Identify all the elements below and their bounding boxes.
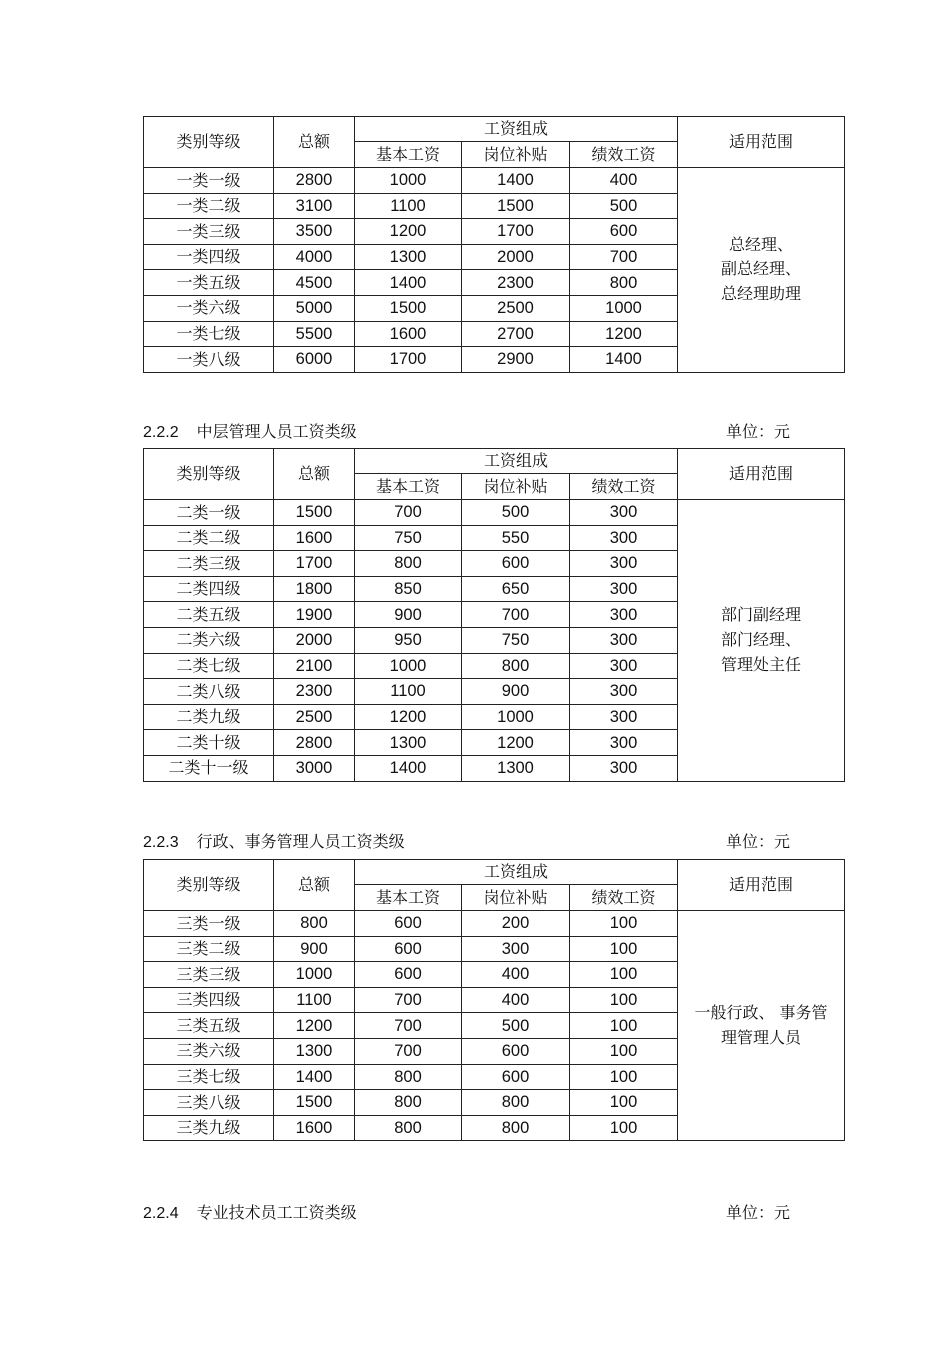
post-cell: 550	[462, 525, 570, 551]
scope-line: 总经理助理	[720, 284, 801, 304]
post-cell: 1000	[462, 704, 570, 730]
post-cell: 2300	[462, 270, 570, 296]
header-grade: 类别等级	[144, 449, 274, 500]
scope-cell	[678, 911, 845, 1141]
basic-cell: 700	[355, 1013, 462, 1039]
performance-cell: 800	[570, 270, 678, 296]
basic-cell: 750	[355, 525, 462, 551]
header-scope: 适用范围	[678, 117, 845, 168]
performance-cell: 1200	[570, 321, 678, 347]
performance-cell: 300	[570, 627, 678, 653]
total-cell: 2300	[274, 679, 355, 705]
performance-cell: 100	[570, 1013, 678, 1039]
performance-cell: 300	[570, 704, 678, 730]
performance-cell: 100	[570, 936, 678, 962]
performance-cell: 300	[570, 525, 678, 551]
performance-cell: 300	[570, 602, 678, 628]
grade-cell: 三类七级	[144, 1064, 274, 1090]
total-cell: 2500	[274, 704, 355, 730]
scope-line: 部门经理、	[720, 629, 801, 649]
table-row	[144, 911, 845, 937]
scope-line: 一般行政、 事务管	[694, 1002, 828, 1022]
total-cell: 1700	[274, 551, 355, 577]
basic-cell: 700	[355, 500, 462, 526]
header-scope: 适用范围	[678, 449, 845, 500]
total-cell: 1800	[274, 576, 355, 602]
performance-cell: 600	[570, 219, 678, 245]
basic-cell: 600	[355, 936, 462, 962]
performance-cell: 100	[570, 1115, 678, 1141]
grade-cell: 三类四级	[144, 987, 274, 1013]
post-cell: 1500	[462, 193, 570, 219]
table-2-body	[144, 500, 845, 782]
grade-cell: 二类五级	[144, 602, 274, 628]
grade-cell: 二类十一级	[144, 755, 274, 781]
section-number: 2.2.4	[143, 1205, 179, 1222]
salary-table-1	[143, 116, 845, 373]
total-cell: 6000	[274, 347, 355, 373]
basic-cell: 600	[355, 962, 462, 988]
post-cell: 2700	[462, 321, 570, 347]
basic-cell: 1500	[355, 295, 462, 321]
basic-cell: 1700	[355, 347, 462, 373]
scope-line: 副总经理、	[720, 259, 801, 279]
grade-cell: 二类八级	[144, 679, 274, 705]
section-number: 2.2.3	[143, 834, 179, 851]
post-cell: 1300	[462, 755, 570, 781]
total-cell: 3500	[274, 219, 355, 245]
basic-cell: 1000	[355, 168, 462, 194]
post-cell: 2000	[462, 244, 570, 270]
basic-cell: 1300	[355, 244, 462, 270]
section-title: 专业技术员工工资类级	[196, 1203, 357, 1222]
post-cell: 500	[462, 1013, 570, 1039]
post-cell: 400	[462, 962, 570, 988]
header-performance: 绩效工资	[570, 142, 678, 168]
post-cell: 400	[462, 987, 570, 1013]
performance-cell: 700	[570, 244, 678, 270]
unit-label: 单位：元	[725, 422, 790, 441]
grade-cell: 三类五级	[144, 1013, 274, 1039]
total-cell: 1500	[274, 500, 355, 526]
header-composition: 工资组成	[355, 117, 678, 142]
grade-cell: 二类十级	[144, 730, 274, 756]
performance-cell: 300	[570, 576, 678, 602]
grade-cell: 二类二级	[144, 525, 274, 551]
grade-cell: 一类四级	[144, 244, 274, 270]
total-cell: 1200	[274, 1013, 355, 1039]
grade-cell: 二类六级	[144, 627, 274, 653]
header-total: 总额	[274, 117, 355, 168]
total-cell: 3000	[274, 755, 355, 781]
basic-cell: 1600	[355, 321, 462, 347]
post-cell: 800	[462, 1115, 570, 1141]
post-cell: 1700	[462, 219, 570, 245]
post-cell: 300	[462, 936, 570, 962]
performance-cell: 100	[570, 962, 678, 988]
performance-cell: 400	[570, 168, 678, 194]
post-cell: 2900	[462, 347, 570, 373]
grade-cell: 三类二级	[144, 936, 274, 962]
basic-cell: 1200	[355, 219, 462, 245]
total-cell: 1400	[274, 1064, 355, 1090]
scope-cell	[678, 168, 845, 373]
total-cell: 2800	[274, 730, 355, 756]
performance-cell: 300	[570, 679, 678, 705]
performance-cell: 300	[570, 551, 678, 577]
performance-cell: 300	[570, 730, 678, 756]
performance-cell: 300	[570, 500, 678, 526]
performance-cell: 1000	[570, 295, 678, 321]
post-cell: 750	[462, 627, 570, 653]
scope-line: 管理处主任	[720, 654, 801, 674]
header-performance: 绩效工资	[570, 885, 678, 911]
total-cell: 2000	[274, 627, 355, 653]
basic-cell: 900	[355, 602, 462, 628]
basic-cell: 600	[355, 911, 462, 937]
grade-cell: 一类三级	[144, 219, 274, 245]
performance-cell: 300	[570, 653, 678, 679]
total-cell: 1300	[274, 1038, 355, 1064]
performance-cell: 300	[570, 755, 678, 781]
grade-cell: 二类七级	[144, 653, 274, 679]
grade-cell: 一类七级	[144, 321, 274, 347]
basic-cell: 1300	[355, 730, 462, 756]
header-basic: 基本工资	[355, 474, 462, 500]
post-cell: 600	[462, 551, 570, 577]
header-grade: 类别等级	[144, 117, 274, 168]
grade-cell: 三类九级	[144, 1115, 274, 1141]
section-heading-2-2-2	[143, 419, 790, 443]
salary-table-3	[143, 859, 845, 1141]
total-cell: 4000	[274, 244, 355, 270]
total-cell: 3100	[274, 193, 355, 219]
table-3-body	[144, 911, 845, 1141]
basic-cell: 1100	[355, 679, 462, 705]
header-post: 岗位补贴	[462, 885, 570, 911]
section-title: 中层管理人员工资类级	[196, 422, 357, 441]
performance-cell: 1400	[570, 347, 678, 373]
total-cell: 5000	[274, 295, 355, 321]
post-cell: 650	[462, 576, 570, 602]
scope-line: 理管理人员	[720, 1027, 801, 1047]
table-1-body	[144, 168, 845, 373]
performance-cell: 100	[570, 987, 678, 1013]
total-cell: 1900	[274, 602, 355, 628]
basic-cell: 850	[355, 576, 462, 602]
total-cell: 1600	[274, 525, 355, 551]
performance-cell: 100	[570, 1038, 678, 1064]
total-cell: 2100	[274, 653, 355, 679]
post-cell: 700	[462, 602, 570, 628]
total-cell: 2800	[274, 168, 355, 194]
post-cell: 1200	[462, 730, 570, 756]
grade-cell: 一类二级	[144, 193, 274, 219]
basic-cell: 800	[355, 1115, 462, 1141]
total-cell: 800	[274, 911, 355, 937]
grade-cell: 三类三级	[144, 962, 274, 988]
total-cell: 1600	[274, 1115, 355, 1141]
total-cell: 4500	[274, 270, 355, 296]
header-scope: 适用范围	[678, 860, 845, 911]
grade-cell: 二类四级	[144, 576, 274, 602]
grade-cell: 一类八级	[144, 347, 274, 373]
basic-cell: 700	[355, 1038, 462, 1064]
post-cell: 600	[462, 1064, 570, 1090]
basic-cell: 1000	[355, 653, 462, 679]
performance-cell: 100	[570, 1064, 678, 1090]
basic-cell: 800	[355, 1090, 462, 1116]
scope-line: 总经理、	[728, 234, 793, 254]
post-cell: 200	[462, 911, 570, 937]
header-composition: 工资组成	[355, 860, 678, 885]
post-cell: 2500	[462, 295, 570, 321]
post-cell: 500	[462, 500, 570, 526]
total-cell: 1500	[274, 1090, 355, 1116]
post-cell: 800	[462, 653, 570, 679]
section-number: 2.2.2	[143, 424, 179, 441]
header-composition: 工资组成	[355, 449, 678, 474]
section-heading-2-2-4	[143, 1200, 790, 1224]
header-post: 岗位补贴	[462, 142, 570, 168]
performance-cell: 100	[570, 1090, 678, 1116]
basic-cell: 1100	[355, 193, 462, 219]
header-post: 岗位补贴	[462, 474, 570, 500]
grade-cell: 一类五级	[144, 270, 274, 296]
scope-cell	[678, 500, 845, 782]
basic-cell: 950	[355, 627, 462, 653]
basic-cell: 1400	[355, 755, 462, 781]
post-cell: 1400	[462, 168, 570, 194]
basic-cell: 1200	[355, 704, 462, 730]
section-title: 行政、事务管理人员工资类级	[196, 832, 405, 851]
unit-label: 单位：元	[725, 832, 790, 851]
header-total: 总额	[274, 860, 355, 911]
basic-cell: 800	[355, 551, 462, 577]
basic-cell: 1400	[355, 270, 462, 296]
table-row	[144, 500, 845, 526]
unit-label: 单位：元	[725, 1203, 790, 1222]
performance-cell: 500	[570, 193, 678, 219]
grade-cell: 一类六级	[144, 295, 274, 321]
header-basic: 基本工资	[355, 142, 462, 168]
total-cell: 5500	[274, 321, 355, 347]
header-performance: 绩效工资	[570, 474, 678, 500]
grade-cell: 二类一级	[144, 500, 274, 526]
grade-cell: 三类一级	[144, 911, 274, 937]
header-grade: 类别等级	[144, 860, 274, 911]
total-cell: 1100	[274, 987, 355, 1013]
post-cell: 600	[462, 1038, 570, 1064]
basic-cell: 700	[355, 987, 462, 1013]
section-heading-2-2-3	[143, 829, 790, 853]
header-total: 总额	[274, 449, 355, 500]
scope-line: 部门副经理	[720, 605, 801, 625]
header-basic: 基本工资	[355, 885, 462, 911]
total-cell: 900	[274, 936, 355, 962]
basic-cell: 800	[355, 1064, 462, 1090]
post-cell: 800	[462, 1090, 570, 1116]
table-row	[144, 168, 845, 194]
performance-cell: 100	[570, 911, 678, 937]
grade-cell: 三类六级	[144, 1038, 274, 1064]
post-cell: 900	[462, 679, 570, 705]
grade-cell: 一类一级	[144, 168, 274, 194]
grade-cell: 二类三级	[144, 551, 274, 577]
grade-cell: 三类八级	[144, 1090, 274, 1116]
total-cell: 1000	[274, 962, 355, 988]
grade-cell: 二类九级	[144, 704, 274, 730]
salary-table-2	[143, 448, 845, 782]
